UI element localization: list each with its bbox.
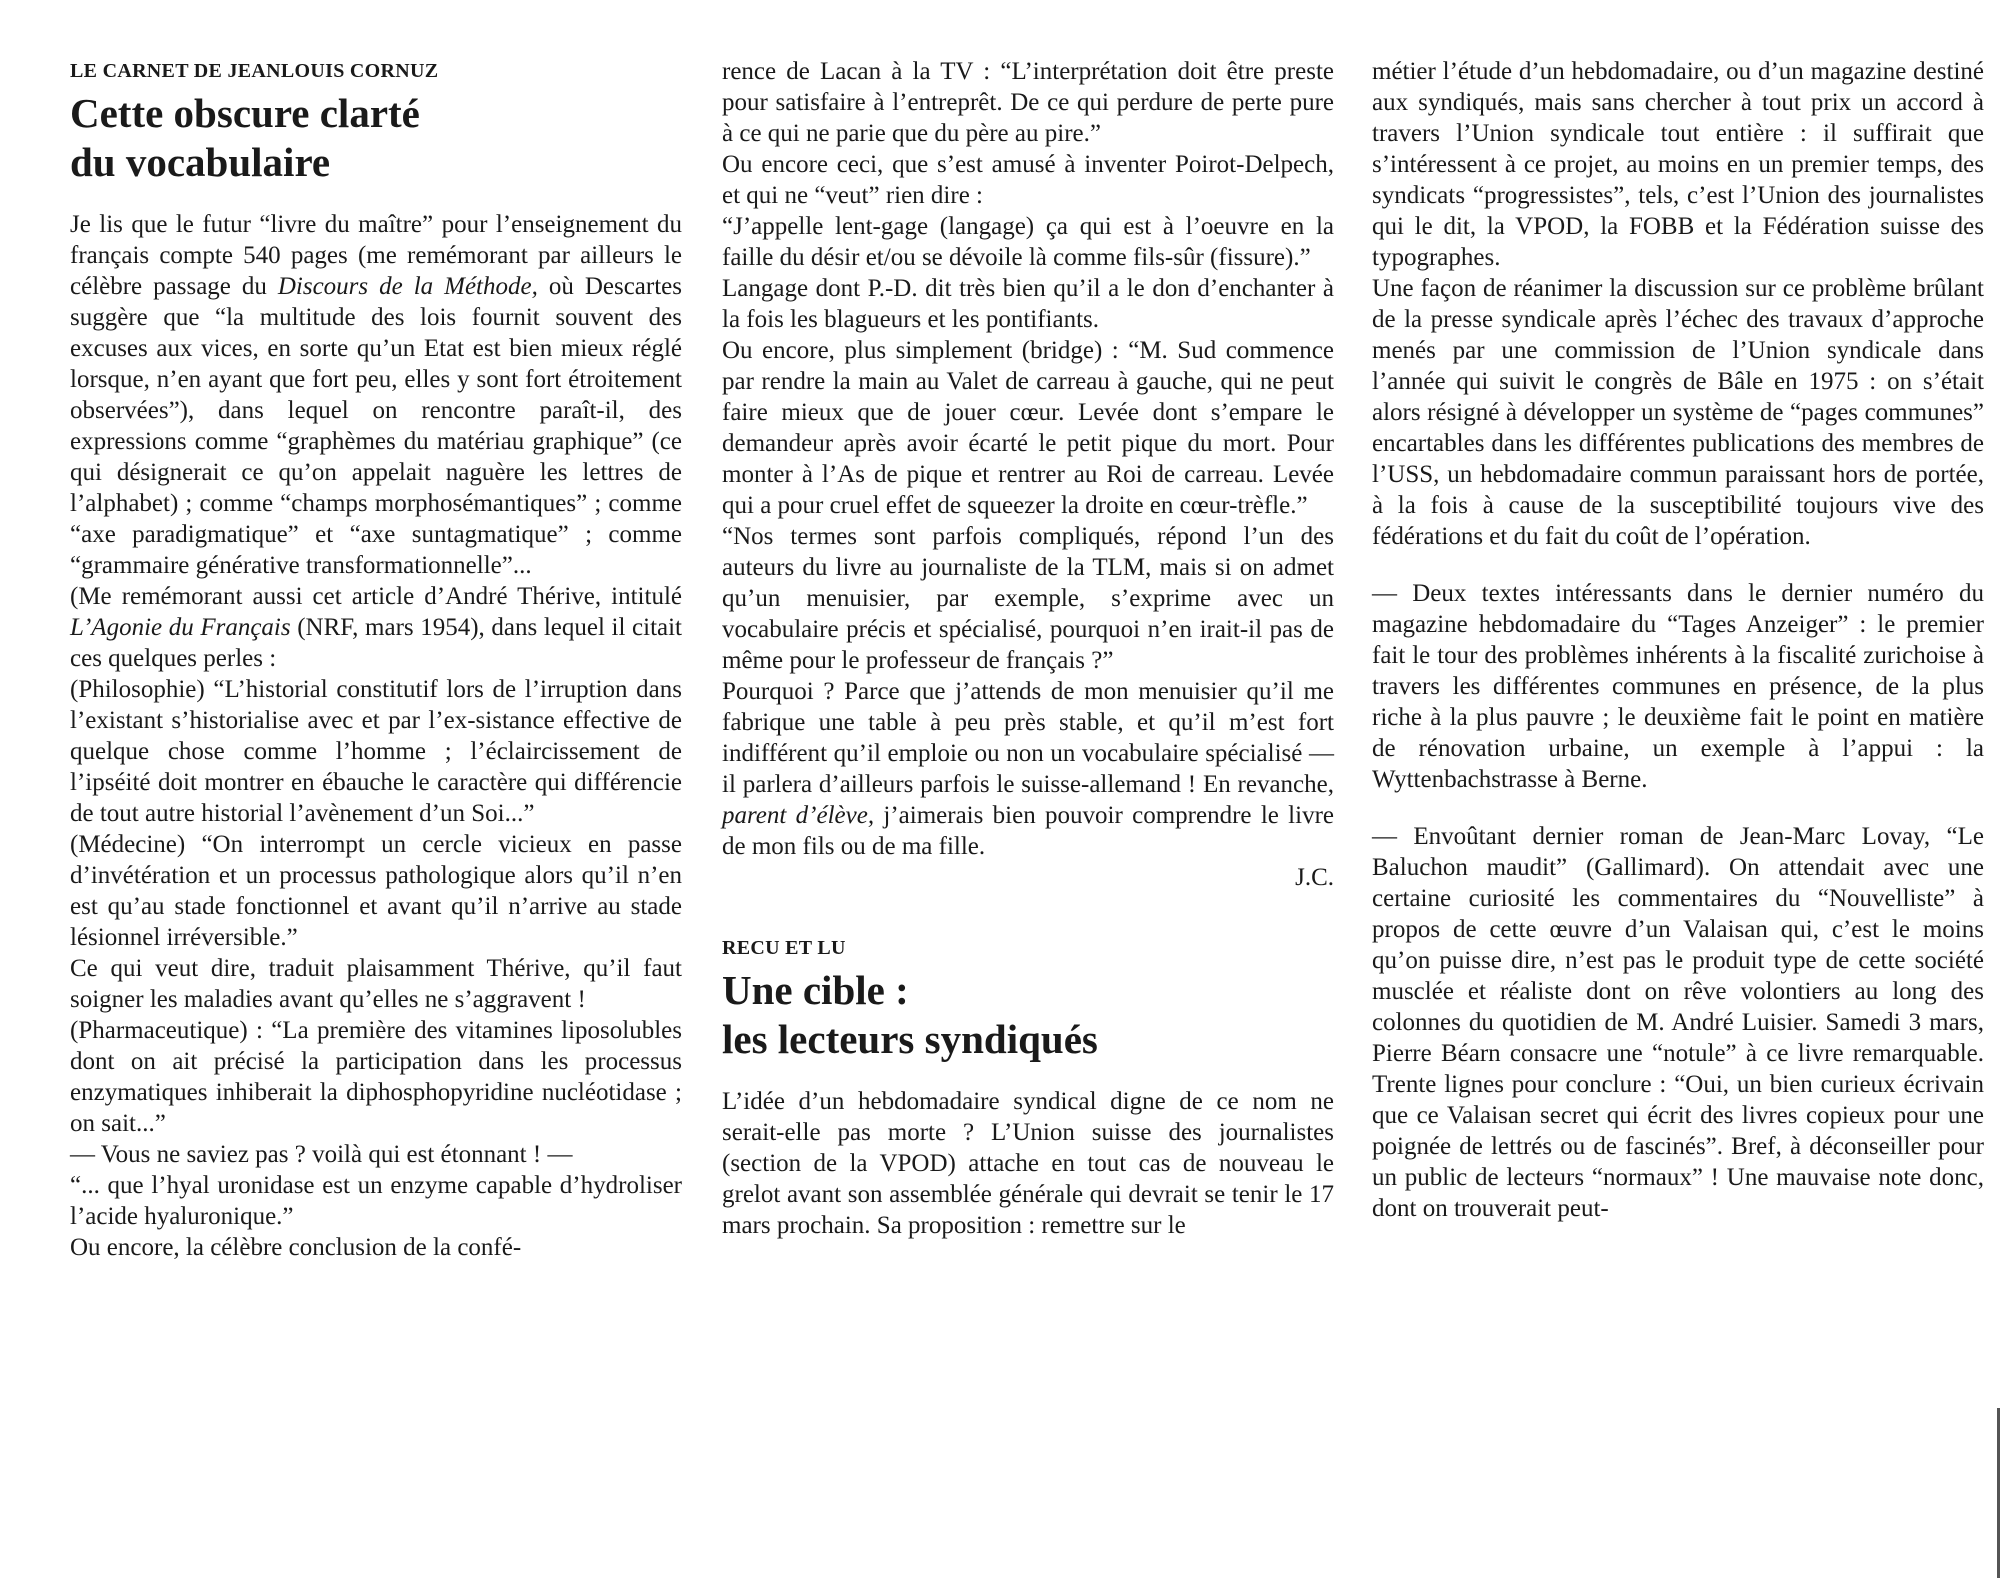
paragraph: Langage dont P.-D. dit très bien qu’il a le don d’enchanter à la fois les blagueurs et les pontifiants. xyxy=(722,275,1334,333)
paragraph: Une façon de réanimer la discussion sur ce problème brûlant de la presse syndicale après l’échec des travaux d’approche menés par une commission de l’Union syndicale dans l’année qui suivit le congrès de Bâle en 1975 : on s’était alors résigné à développer un système de “pages communes” encartables dans les différentes publications des membres de l’USS, un hebdomadaire commun paraissant hors de portée, à la fois à cause de la susceptibilité toujours vive des fédérations et du fait du coût de l’opération. xyxy=(1372,275,1984,550)
italic-phrase: parent d’élève, xyxy=(722,802,875,829)
text-run: (Me remémorant aussi cet article d’André Thérive, intitulé xyxy=(70,583,682,610)
paragraph: “Nos termes sont parfois compliqués, répond l’un des auteurs du livre au journaliste de la TLM, mais si on admet qu’un menuisier, par exemple, s’exprime avec un vocabulaire précis et spécialisé, pourquoi n’en irait-il pas de même pour le professeur de français ?” xyxy=(722,523,1334,674)
spacer xyxy=(1372,552,1984,578)
paragraph xyxy=(722,676,1334,862)
text-run: où Descartes suggère que “la multitude des lois fournit souvent des excuses aux vices, en sorte qu’un Etat est bien mieux réglé lorsque, n’en ayant que fort peu, elles y sont fort étroitement observées”), dans lequel on rencontre paraît-il, des expressions comme “graphèmes du matériau graphique” (ce qui désignerait ce qu’on appelait naguère les lettres de l’alphabet) ; comme “champs morphosémantiques” ; comme “axe paradigmatique” et “axe suntagmatique” ; comme “grammaire générative transformationnelle”... xyxy=(70,273,682,579)
author-signature: J.C. xyxy=(1295,864,1334,891)
paragraph: “... que l’hyal uronidase est un enzyme capable d’hydroliser l’acide hyaluronique.” xyxy=(70,1172,682,1230)
paragraph: rence de Lacan à la TV : “L’interprétation doit être preste pour satisfaire à l’entreprêt. De ce qui perdure de perte pure à ce qui ne parie que du père au pire.” xyxy=(722,58,1334,147)
column-3 xyxy=(1372,56,1984,1224)
article-headline xyxy=(722,966,1334,1064)
paragraph: Ou encore, la célèbre conclusion de la confé- xyxy=(70,1234,522,1261)
paragraph: L’idée d’un hebdomadaire syndical digne de ce nom ne serait-elle pas morte ? L’Union suisse des journalistes (section de la VPOD) attache en tout cas de nouveau le grelot avant son assemblée générale qui devrait se tenir le 17 mars prochain. Sa proposition : remettre sur le xyxy=(722,1088,1334,1239)
text-run: Pourquoi ? Parce que j’attends de mon menuisier qu’il me fabrique une table à peu près stable, et qu’il m’est fort indifférent qu’il emploie ou non un vocabulaire spécialisé — il parlera d’ailleurs parfois le suisse-allemand ! En revanche, xyxy=(722,678,1334,798)
paragraph: (Philosophie) “L’historial constitutif lors de l’irruption dans l’existant s’historialise avec et par l’ex-sistance effective de quelque chose comme l’homme ; l’éclaircissement de l’ipséité doit montrer en ébauche le caractère qui différencie de tout autre historial l’avènement d’un Soi...” xyxy=(70,676,682,827)
headline-line-1: Une cible : xyxy=(722,967,909,1013)
column-1 xyxy=(70,56,682,1263)
text-run: j’aimerais bien pouvoir comprendre le livre de mon fils ou de ma fille. xyxy=(722,802,1334,860)
headline-line-1: Cette obscure clarté xyxy=(70,90,420,136)
column-kicker: LE CARNET DE JEANLOUIS CORNUZ xyxy=(70,60,439,82)
text-run: (NRF, mars 1954), dans lequel il citait ces quelques perles : xyxy=(70,614,683,672)
paragraph: “J’appelle lent-gage (langage) ça qui est à l’oeuvre en la faille du désir et/ou se dévoile là comme fils-sûr (fissure).” xyxy=(722,213,1334,271)
column-kicker: RECU ET LU xyxy=(722,937,846,959)
paragraph: métier l’étude d’un hebdomadaire, ou d’un magazine destiné aux syndiqués, mais sans chercher à tout prix un accord à travers l’Union syndicale tout entière : il suffirait que s’intéressent à ce projet, au moins en un premier temps, des syndicats “progressistes”, tels, c’est l’Union des journalistes qui le dit, la VPOD, la FOBB et la Fédération suisse des typographes. xyxy=(1372,58,1984,271)
paragraph: — Vous ne saviez pas ? voilà qui est étonnant ! — xyxy=(70,1141,573,1168)
paragraph xyxy=(70,209,682,581)
italic-title: Discours de la Méthode, xyxy=(277,273,538,300)
paragraph: Ce qui veut dire, traduit plaisamment Thérive, qu’il faut soigner les maladies avant qu’elles ne s’aggravent ! xyxy=(70,955,682,1013)
paragraph: Ou encore ceci, que s’est amusé à inventer Poirot-Delpech, et qui ne “veut” rien dire : xyxy=(722,151,1334,209)
paragraph: Ou encore, plus simplement (bridge) : “M. Sud commence par rendre la main au Valet de carreau à gauche, qui ne peut faire mieux que de jouer cœur. Levée dont s’empare le demandeur après avoir écarté le petit pique du mort. Pour monter à l’As de pique et rentrer au Roi de carreau. Levée qui a pour cruel effet de squeezer la droite en cœur-trèfle.” xyxy=(722,337,1334,519)
column-2 xyxy=(722,56,1334,1241)
paragraph xyxy=(70,581,682,674)
headline-line-2: les lecteurs syndiqués xyxy=(722,1016,1098,1062)
paragraph: (Pharmaceutique) : “La première des vitamines liposolubles dont on ait précisé la participation dans les processus enzymatiques inhiberait la diphosphopyridine nucléotidase ; on sait...” xyxy=(70,1017,682,1137)
paragraph: — Deux textes intéressants dans le dernier numéro du magazine hebdomadaire du “Tages Anzeiger” : le premier fait le tour des problèmes inhérents à la fiscalité zurichoise à travers les différentes communes en présence, de la plus riche à la plus pauvre ; le deuxième fait le point en matière de rénovation urbaine, un exemple à l’appui : la Wyttenbachstrasse à Berne. xyxy=(1372,580,1984,793)
spacer xyxy=(722,893,1334,933)
text-run: Je lis que le futur “livre du maître” pour l’enseignement du français compte 540 pages (me remémorant par ailleurs le célèbre passage du xyxy=(70,211,682,300)
article-headline xyxy=(70,89,682,187)
paragraph: — Envoûtant dernier roman de Jean-Marc Lovay, “Le Baluchon maudit” (Gallimard). On attendait avec une certaine curiosité les commentaires du “Nouvelliste” à propos de cette œuvre d’un Valaisan qui, c’est le moins qu’on puisse dire, n’est pas le produit type de cette société musclée et réaliste dont on rêve volontiers au long des colonnes du quotidien de M. André Luisier. Samedi 3 mars, Pierre Béarn consacre une “notule” à ce livre remarquable. Trente lignes pour conclure : “Oui, un bien curieux écrivain que ce Valaisan secret qui écrit des livres copieux pour une poignée de lettrés ou de fascinés”. Bref, à déconseiller pour un public de lecteurs “normaux” ! Une mauvaise note donc, dont on trouverait peut- xyxy=(1372,823,1984,1222)
headline-line-2: du vocabulaire xyxy=(70,139,331,185)
spacer xyxy=(1372,795,1984,821)
italic-title: L’Agonie du Français xyxy=(70,614,291,641)
paragraph: (Médecine) “On interrompt un cercle vicieux en passe d’invétération et un processus pathologique alors qu’il n’en est qu’au stade fonctionnel et avant qu’il n’arrive au stade lésionnel irréversible.” xyxy=(70,831,682,951)
